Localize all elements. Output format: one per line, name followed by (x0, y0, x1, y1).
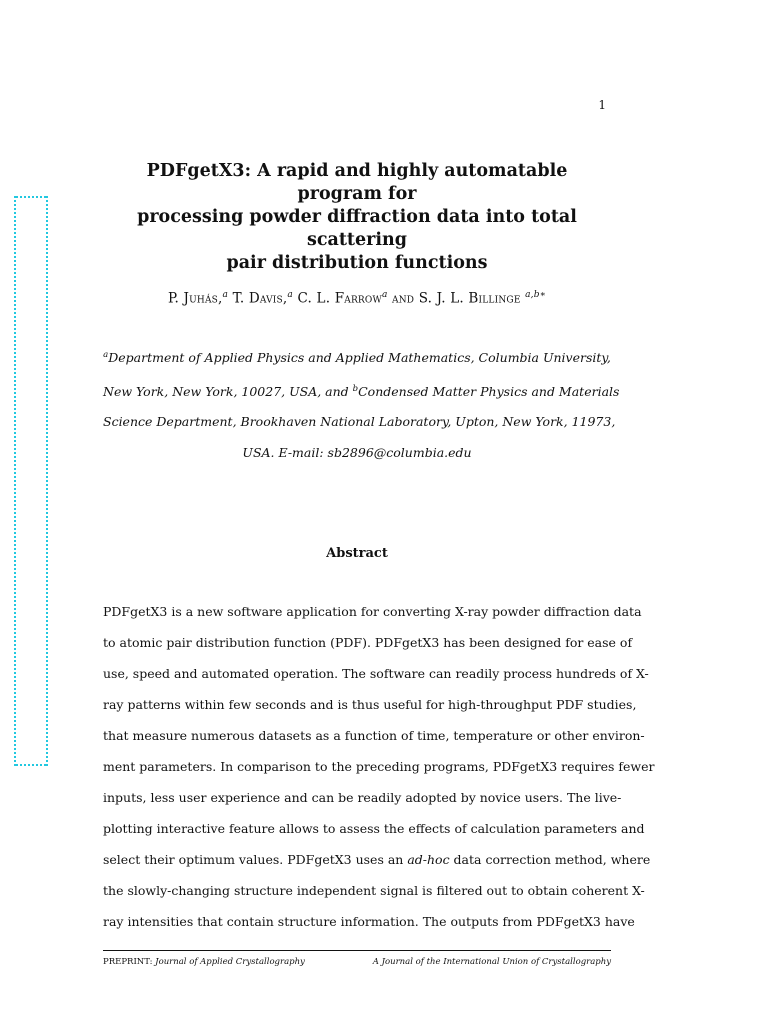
affiliation-line: USA. E-mail: sb2896@columbia.edu (242, 444, 472, 460)
abstract-line: ment parameters. In comparison to the preceding programs, PDFgetX3 requires fewer (103, 759, 655, 774)
footer-rule (103, 950, 611, 951)
author-affil-mark: a (222, 290, 229, 300)
abstract-text: data correction method, where (449, 852, 651, 867)
footer-left (103, 957, 305, 967)
author-affil-mark: a,b∗ (525, 290, 546, 300)
author-initials: C. L. (297, 290, 335, 307)
margin-dotted-frame (14, 196, 48, 766)
author-name: Davis (248, 290, 283, 307)
author-name: Billinge (468, 290, 521, 307)
footer-preprint-label: PREPRINT: (103, 957, 156, 967)
title-line: pair distribution functions (226, 253, 488, 273)
abstract-heading: Abstract (326, 546, 388, 561)
author-initials: T. (232, 290, 249, 307)
page-footer (103, 957, 611, 967)
affiliation-text: Department of Applied Physics and Applied Mathematics, Columbia University, (108, 350, 611, 366)
author-name: Farrow (334, 290, 382, 307)
affiliation-line (103, 340, 611, 374)
abstract-line (103, 844, 651, 875)
author-affil-mark: a (287, 290, 293, 300)
footer-journal: Journal of Applied Crystallography (155, 957, 305, 967)
affiliation-block (103, 340, 620, 468)
author-initials: S. J. L. (418, 290, 469, 307)
abstract-line: that measure numerous datasets as a function of time, temperature or other environ- (103, 728, 645, 743)
abstract-line: use, speed and automated operation. The software can readily process hundreds of X- (103, 666, 649, 681)
author-initials: P. (167, 290, 184, 307)
margin-dotted-top (16, 196, 46, 198)
abstract-line: ray intensities that contain structure information. The outputs from PDFgetX3 have (103, 914, 635, 929)
abstract-line: the slowly-changing structure independent signal is filtered out to obtain coherent X- (103, 883, 645, 898)
footer-right: A Journal of the International Union of Crystallography (372, 957, 611, 967)
abstract-emphasis: ad-hoc (407, 852, 450, 867)
title-line: processing powder diffraction data into total scattering (137, 207, 577, 250)
paper-title (103, 160, 611, 275)
author-conjunction: and (392, 290, 415, 307)
affil-mark: a (103, 350, 109, 360)
abstract-body (103, 596, 655, 937)
affiliation-text: New York, New York, 10027, USA, and (103, 383, 353, 399)
abstract-line: to atomic pair distribution function (PDF). PDFgetX3 has been designed for ease of (103, 635, 633, 650)
title-line: PDFgetX3: A rapid and highly automatable program for (146, 161, 568, 204)
page-number: 1 (598, 98, 606, 112)
abstract-text: select their optimum values. PDFgetX3 uses an (103, 852, 408, 867)
author-affil-mark: a (381, 290, 388, 300)
author-name: Juhás (183, 290, 219, 307)
affiliation-line (103, 374, 620, 408)
abstract-line: PDFgetX3 is a new software application for converting X-ray powder diffraction data (103, 604, 642, 619)
abstract-line: inputs, less user experience and can be readily adopted by novice users. The live- (103, 790, 622, 805)
affiliation-text: Condensed Matter Physics and Materials (358, 383, 620, 399)
abstract-line: ray patterns within few seconds and is thus useful for high-throughput PDF studies, (103, 697, 637, 712)
margin-dotted-bottom (16, 764, 46, 766)
abstract-line: plotting interactive feature allows to assess the effects of calculation parameters and (103, 821, 645, 836)
author-list: P. Juhás,$^a$ T. Davis,$^a$ C. L. Farrow$^a$ and S. J. L. Billinge $^{a,b∗}$ (167, 290, 546, 307)
affil-mark: b (352, 383, 359, 394)
affiliation-line: Science Department, Brookhaven National Laboratory, Upton, New York, 11973, (103, 414, 616, 430)
